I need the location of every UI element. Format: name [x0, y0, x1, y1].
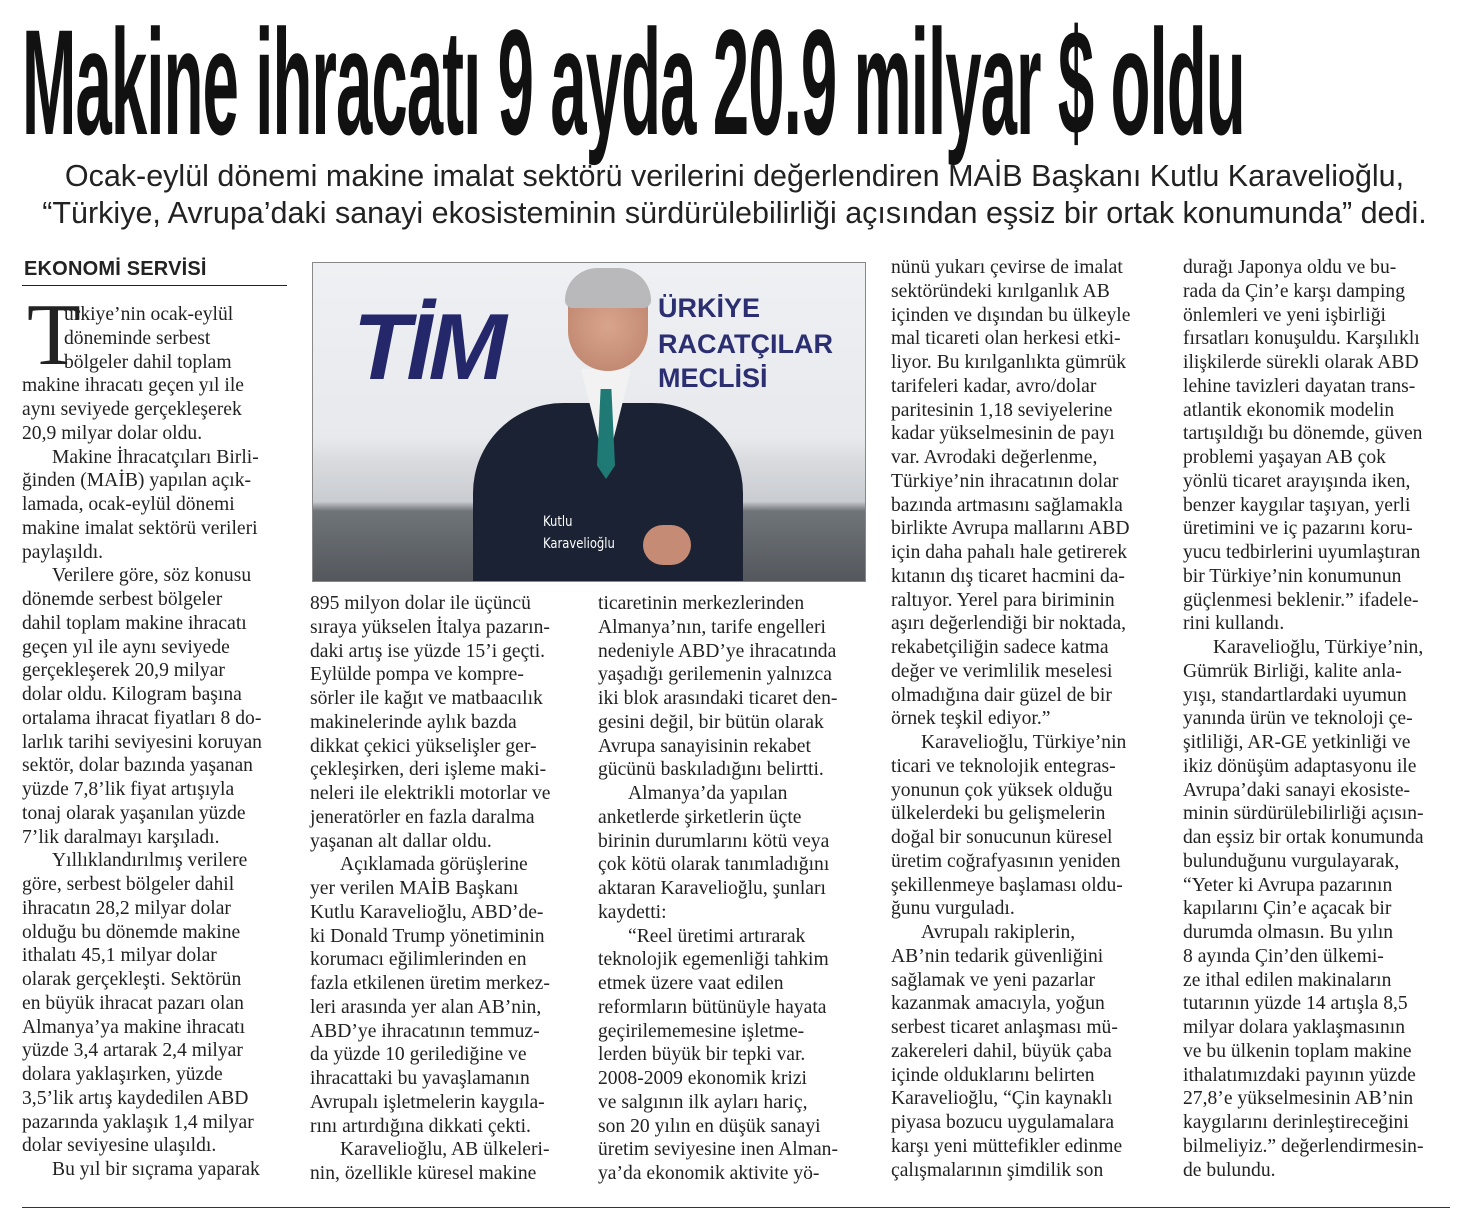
text-line: paritesinin 1,18 seviyelerine	[891, 399, 1113, 421]
subtitle-line: “Türkiye, Avrupa’daki sanayi ekosisteminin sürdürülebilirliği açısından eşsiz bir ortak konumunda” dedi.	[42, 196, 1427, 230]
text-line: sektör, dolar bazında yaşanan	[22, 755, 253, 777]
text-line: minin sürdürülebilirliği açısın-	[1183, 803, 1424, 825]
text-line: en büyük ihracat pazarı olan	[22, 992, 244, 1014]
text-line: rekabetçiliğin sadece katma	[891, 637, 1109, 658]
text-line: da yüzde 10 gerilediğine ve	[310, 1044, 527, 1066]
text-line: kazanmak amacıyla, yoğun	[891, 993, 1105, 1015]
text-line: gerçekleşerek 20,9 milyar	[22, 660, 225, 682]
text-line: çekleşirken, deri işleme maki-	[310, 759, 547, 781]
article-column-1	[22, 303, 292, 1182]
paragraph	[310, 592, 580, 853]
text-line: yer verilen MAİB Başkanı	[310, 878, 519, 899]
person-hair	[565, 268, 651, 308]
text-line: mal ticareti olan herkesi etki-	[891, 328, 1121, 350]
article-column-3	[598, 592, 868, 1186]
text-line: birlikte Avrupa mallarını ABD	[891, 518, 1130, 540]
text-line: durağı Japonya oldu ve bu-	[1183, 257, 1397, 278]
text-line: Açıklamada görüşlerine	[340, 854, 528, 876]
byline: EKONOMİ SERVİSİ	[24, 258, 207, 280]
text-line: ihracattaki bu yavaşlamanın	[310, 1068, 530, 1089]
text-line: kıtanın dış ticaret hacmini da-	[891, 565, 1125, 587]
article-column-5	[1183, 256, 1453, 1182]
text-line: Avrupa’daki sanayi ekosiste-	[1183, 779, 1411, 801]
text-line: liyor. Bu kırılganlıkta gümrük	[891, 352, 1127, 373]
text-line: fırsatları konuşuldu. Karşılıklı	[1183, 328, 1420, 350]
text-line: ilişkilerde sürekli olarak ABD	[1183, 352, 1419, 373]
text-line: nin, özellikle küresel makine	[310, 1163, 537, 1184]
photo-caption	[543, 511, 615, 555]
text-line: yaşanan alt dallar oldu.	[310, 830, 492, 852]
text-line: Kutlu Karavelioğlu, ABD’de-	[310, 901, 544, 923]
text-line: bir Türkiye’nin konumunun	[1183, 565, 1402, 587]
text-line: tartışıldığı bu dönemde, güven	[1183, 423, 1423, 445]
text-line: larlık tarihi seviyesini koruyan	[22, 731, 262, 753]
text-line: gesini değil, bir bütün olarak	[598, 711, 824, 733]
text-line: 3,5’lik artış kaydedilen ABD	[22, 1087, 249, 1109]
text-line: ticaretinin merkezlerinden	[598, 593, 805, 614]
text-line: tonaj olarak yaşanılan yüzde	[22, 802, 246, 824]
text-line: bulunduğunu vurgulayarak,	[1183, 850, 1400, 872]
text-line: çok kötü olarak tanımladığını	[598, 854, 830, 876]
text-line: ya’da ekonomik aktivite yö-	[598, 1163, 820, 1184]
text-line: “Yeter ki Avrupa pazarının	[1183, 874, 1393, 896]
text-line: ki Donald Trump yönetiminin	[310, 925, 545, 947]
text-line: yaşadığı gerilemenin yalnızca	[598, 664, 832, 686]
text-line: yüzde 7,8’lik fiyat artışıyla	[22, 779, 235, 800]
text-line: yüzde 3,4 artarak 2,4 milyar	[22, 1040, 243, 1062]
text-line: reformların bütünüyle hayata	[598, 996, 827, 1018]
text-line: kaygılarını derinleştireceğini	[1183, 1112, 1409, 1133]
text-line: doğal bir sonucunun küresel	[891, 827, 1113, 848]
text-line: Almanya’nın, tarife engelleri	[598, 616, 826, 638]
text-line: durumda olmasın. Bu yılın	[1183, 922, 1394, 943]
text-line: raltıyor. Yerel para biriminin	[891, 589, 1115, 611]
text-line: karşı yeni müttefikler edinme	[891, 1135, 1123, 1157]
paragraph	[891, 731, 1161, 921]
text-line: fazla etkilenen üretim merkez-	[310, 973, 550, 994]
text-line: geçirilememesine işletme-	[598, 1020, 805, 1042]
text-line: yönlü ticaret arayışında iken,	[1183, 470, 1411, 492]
text-line: ürkiye’nin ocak-eylül	[64, 304, 234, 325]
text-line: de bulundu.	[1183, 1159, 1276, 1181]
text-line: problemi yaşayan AB çok	[1183, 447, 1386, 468]
bottom-divider	[22, 1207, 1450, 1208]
text-line: üretim coğrafyasının yeniden	[891, 850, 1121, 872]
text-line: son 20 yılın en düşük sanayi	[598, 1115, 821, 1137]
text-line: 20,9 milyar dolar oldu.	[22, 422, 203, 444]
text-line: ğinden (MAİB) yapılan açık-	[22, 470, 252, 492]
text-line: aktaran Karavelioğlu, şunları	[598, 878, 826, 899]
text-line: güçlenmesi beklenir.” ifadele-	[1183, 589, 1419, 611]
subtitle-line: Ocak-eylül dönemi makine imalat sektörü verilerini değerlendiren MAİB Başkanı Kutlu Karavelioğlu,	[64, 159, 1405, 193]
paragraph	[22, 1158, 292, 1182]
text-line: kadar yükselmesinin de payı	[891, 423, 1115, 445]
text-line: şekillenmeye başlaması oldu-	[891, 874, 1123, 896]
drop-cap: T	[27, 287, 81, 384]
text-line: değer ve verimlilik meselesi	[891, 660, 1113, 682]
text-line: 895 milyon dolar ile üçüncü	[310, 593, 531, 614]
text-line: Almanya’ya makine ihracatı	[22, 1016, 246, 1038]
text-line: bazında artmasını sağlamakla	[891, 494, 1123, 516]
text-line: serbest ticaret anlaşması mü-	[891, 1017, 1118, 1038]
paragraph	[22, 564, 292, 849]
text-line: zakereleri dahil, büyük çaba	[891, 1040, 1112, 1062]
text-line: benzer kaygılar taşıyan, yerli	[1183, 494, 1411, 516]
text-line: örnek teşkil ediyor.”	[891, 708, 1051, 730]
paragraph	[891, 256, 1161, 731]
text-line: 2008-2009 ekonomik krizi	[598, 1068, 807, 1089]
text-line: olarak gerçekleşti. Sektörün	[22, 969, 242, 990]
text-line: var. Avrodaki değerlenme,	[891, 447, 1098, 468]
text-line: sektöründeki kırılganlık AB	[891, 280, 1110, 302]
text-line: şitliliği, AR-GE yetkinliği ve	[1183, 732, 1411, 753]
text-line: makine ihracatı geçen yıl ile	[22, 375, 244, 397]
text-line: üretimini ve iç pazarını koru-	[1183, 518, 1413, 540]
text-line: AB’nin tedarik güvenliğini	[891, 945, 1104, 967]
article-column-2	[310, 592, 580, 1186]
text-line: döneminde serbest	[64, 327, 211, 349]
logo-text: MECLİSİ	[658, 363, 768, 393]
text-line: dolar seviyesine ulaşıldı.	[22, 1135, 217, 1157]
text-line: iki blok arasındaki ticaret den-	[598, 688, 838, 709]
text-line: Türkiye’nin ihracatının dolar	[891, 470, 1119, 492]
text-line: üretim seviyesine inen Alman-	[598, 1139, 838, 1161]
paragraph	[1183, 256, 1453, 636]
paragraph	[1183, 636, 1453, 1182]
text-line: korumacı eğilimlerinden en	[310, 949, 527, 971]
text-line: kapılarını Çin’e açacak bir	[1183, 898, 1392, 920]
text-line: ve bu ülkenin toplam makine	[1183, 1040, 1412, 1062]
paragraph	[22, 849, 292, 1158]
text-line: ülkelerdeki bu gelişmelerin	[891, 803, 1106, 825]
text-line: ticari ve teknolojik entegras-	[891, 755, 1116, 777]
logo-text: ÜRKİYE	[658, 293, 761, 323]
text-line: makinelerinde aylık bazda	[310, 711, 517, 733]
text-line: içinde olduklarını belirten	[891, 1064, 1095, 1086]
text-line: “Reel üretimi artırarak	[628, 925, 806, 947]
text-line: Verilere göre, söz konusu	[52, 565, 252, 587]
text-line: dolar oldu. Kilogram başına	[22, 684, 242, 705]
text-line: bilmeliyiz.” değerlendirmesin-	[1183, 1135, 1424, 1157]
text-line: anketlerde şirketlerin üçte	[598, 806, 802, 828]
text-line: rada da Çin’e karşı damping	[1183, 280, 1405, 302]
logo-text: RACATÇILAR	[658, 329, 833, 359]
text-line: sörler ile kağıt ve matbaacılık	[310, 688, 543, 709]
text-line: dönemde serbest bölgeler	[22, 589, 223, 610]
text-line: jeneratörler en fazla daralma	[310, 806, 535, 828]
text-line: Karavelioğlu, AB ülkeleri-	[340, 1139, 550, 1161]
text-line: aynı seviyede gerçekleşerek	[22, 399, 242, 420]
text-line: dahil toplam makine ihracatı	[22, 612, 247, 634]
text-line: Avrupalı işletmelerin kaygıla-	[310, 1091, 545, 1113]
text-line: tarifeleri kadar, avro/dolar	[891, 375, 1097, 397]
text-line: neleri ile elektrikli motorlar ve	[310, 783, 551, 804]
text-line: pazarında yaklaşık 1,4 milyar	[22, 1111, 254, 1133]
text-line: Karavelioğlu, “Çin kaynaklı	[891, 1088, 1113, 1110]
text-line: rını artırdığına dikkati çekti.	[310, 1115, 531, 1137]
text-line: ve salgının ilk ayları hariç,	[598, 1091, 808, 1113]
paragraph	[310, 853, 580, 1138]
text-line: Avrupalı rakiplerin,	[921, 922, 1076, 943]
text-line: lerden büyük bir tepki var.	[598, 1044, 806, 1066]
paragraph	[598, 782, 868, 925]
byline-divider	[22, 285, 287, 286]
headline: Makine ihracatı 9 ayda 20.9 milyar $ oldu	[22, 0, 1245, 166]
text-line: Yıllıklandırılmış verilere	[52, 850, 248, 872]
text-line: milyar dolara yaklaşmasının	[1183, 1017, 1405, 1038]
text-line: Bu yıl bir sıçrama yaparak	[52, 1159, 260, 1180]
text-line: ihracatın 28,2 milyar dolar	[22, 897, 231, 919]
text-line: ikiz dönüşüm adaptasyonu ile	[1183, 755, 1417, 777]
text-line: rini kullandı.	[1183, 613, 1285, 635]
text-line: ithalatı 45,1 milyar dolar	[22, 945, 217, 967]
text-line: Almanya’da yapılan	[628, 783, 788, 804]
text-line: ze ithal edilen makinaların	[1183, 969, 1392, 991]
text-line: dolara yaklaşırken, yüzde	[22, 1064, 223, 1085]
text-line: yanında ürün ve teknoloji çe-	[1183, 708, 1413, 730]
text-line: 8 ayında Çin’den ülkemi-	[1183, 945, 1384, 967]
text-line: Gümrük Birliği, kalite anla-	[1183, 660, 1402, 682]
text-line: paylaşıldı.	[22, 541, 104, 563]
text-line: etmek üzere vaat edilen	[598, 973, 784, 994]
text-line: ithalatımızdaki payının yüzde	[1183, 1064, 1416, 1086]
text-line: geçen yıl ile aynı seviyede	[22, 636, 230, 658]
text-line: lehine tavizleri dayatan trans-	[1183, 375, 1416, 397]
text-line: makine imalat sektörü verileri	[22, 517, 258, 539]
text-line: piyasa bozucu uygulamalara	[891, 1112, 1115, 1133]
text-line: yışı, standartlardaki uyumun	[1183, 684, 1407, 706]
text-line: için daha pahalı hale getirerek	[891, 542, 1128, 563]
text-line: bölgeler dahil toplam	[64, 351, 232, 373]
text-line: ğunu vurguladı.	[891, 898, 1015, 920]
paragraph	[891, 921, 1161, 1182]
caption-line: Kutlu	[543, 514, 573, 530]
subtitle	[0, 158, 1469, 232]
text-line: 7’lik daralmayı karşıladı.	[22, 826, 220, 848]
text-line: Karavelioğlu, Türkiye’nin	[921, 732, 1127, 753]
tim-logo: TİM	[353, 294, 503, 399]
paragraph	[22, 446, 292, 565]
paragraph	[310, 1138, 580, 1186]
text-line: nedeniyle ABD’ye ihracatında	[598, 640, 837, 662]
text-line: yonunun çok yüksek olduğu	[891, 779, 1113, 801]
text-line: olmadığına dair güzel de bir	[891, 684, 1112, 706]
paragraph	[598, 925, 868, 1186]
text-line: tutarının yüzde 14 artışla 8,5	[1183, 993, 1408, 1015]
text-line: çalışmalarının şimdilik son	[891, 1159, 1104, 1181]
text-line: daki artış ise yüzde 15’i geçti.	[310, 640, 546, 662]
person-hand	[643, 525, 691, 565]
paragraph	[598, 592, 868, 782]
text-line: içinden ve dışından bu ülkeyle	[891, 304, 1131, 326]
text-line: olduğu bu dönemde makine	[22, 921, 241, 943]
text-line: dikkat çekici yükselişler ger-	[310, 735, 537, 757]
text-line: yucu tedbirlerini uyumlaştıran	[1183, 542, 1421, 563]
text-line: sağlamak ve yeni pazarlar	[891, 969, 1095, 991]
text-line: Karavelioğlu, Türkiye’nin,	[1213, 637, 1424, 658]
text-line: lamada, ocak-eylül dönemi	[22, 494, 235, 515]
article-column-4	[891, 256, 1161, 1182]
text-line: ABD’ye ihracatının temmuz-	[310, 1020, 540, 1042]
text-line: aşırı değerlendiği bir noktada,	[891, 613, 1127, 635]
text-line: birinin durumlarını kötü veya	[598, 830, 830, 852]
text-line: Eylülde pompa ve kompre-	[310, 664, 524, 686]
text-line: nünü yukarı çevirse de imalat	[891, 257, 1123, 278]
text-line: 27,8’e yükselmesinin AB’nin	[1183, 1088, 1414, 1110]
text-line: Makine İhracatçıları Birli-	[52, 446, 259, 468]
text-line: sıraya yükselen İtalya pazarın-	[310, 616, 550, 638]
text-line: atlantik ekonomik modelin	[1183, 399, 1395, 421]
text-line: kaydetti:	[598, 901, 667, 923]
article-photo	[312, 262, 866, 582]
text-line: ortalama ihracat fiyatları 8 do-	[22, 707, 262, 729]
text-line: teknolojik egemenliği tahkim	[598, 949, 829, 971]
text-line: leri arasında yer alan AB’nin,	[310, 996, 542, 1018]
caption-line: Karavelioğlu	[543, 536, 615, 552]
text-line: gücünü baskıladığını belirtti.	[598, 759, 824, 781]
paragraph	[22, 303, 292, 446]
text-line: göre, serbest bölgeler dahil	[22, 874, 235, 895]
text-line: önlemleri ve yeni işbirliği	[1183, 304, 1386, 326]
text-line: dan eşsiz bir ortak konumunda	[1183, 827, 1424, 848]
text-line: Avrupa sanayisinin rekabet	[598, 735, 811, 757]
